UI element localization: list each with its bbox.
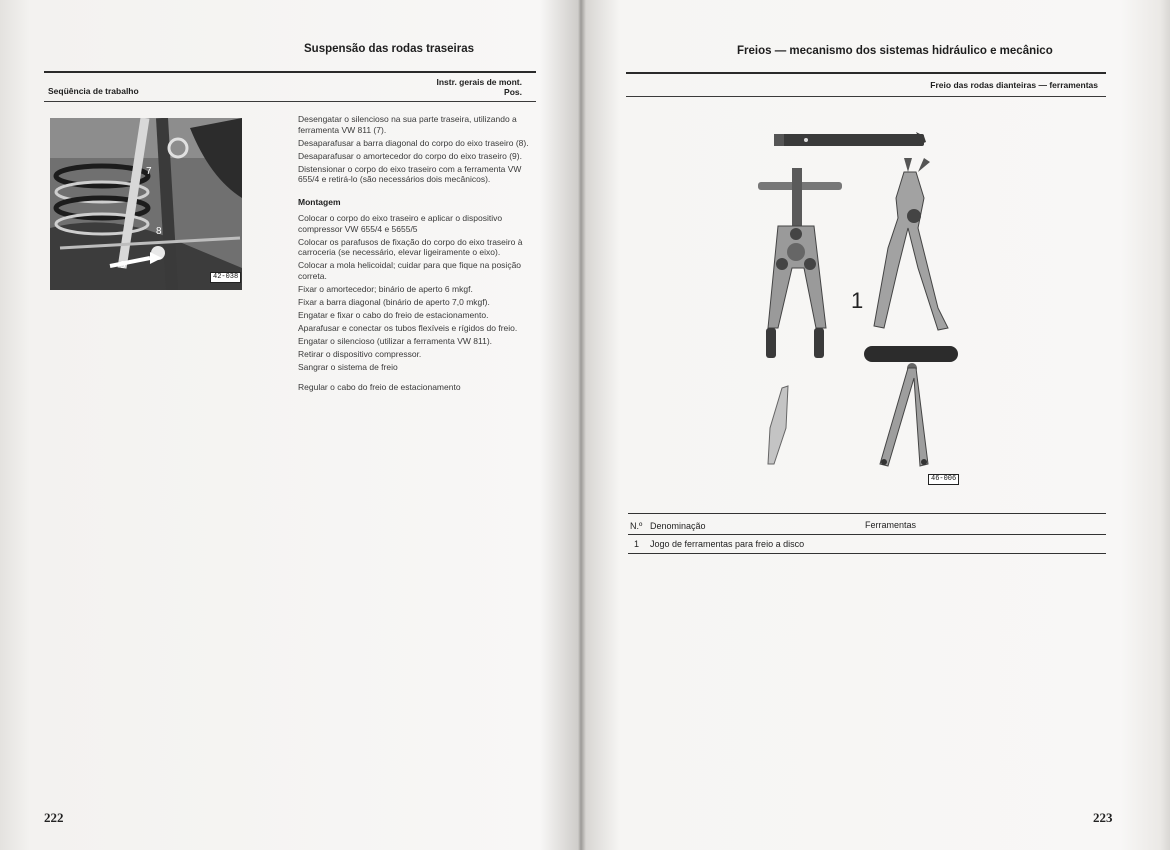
right-running-head: Freios — mecanismo dos sistemas hidráulico e mecânico [737,45,1053,57]
step-assembly-6: Engatar e fixar o cabo do freio de estacionamento. [298,309,489,320]
table-header-no: N.º [630,521,643,531]
table-row-no: 1 [634,539,640,549]
step-removal-3: Desaparafusar o amortecedor do corpo do eixo traseiro (9). [298,150,522,161]
suspension-photo-drawing [50,118,242,290]
left-header-rule [44,71,536,73]
table-header-tools: Ferramentas [865,520,917,530]
photo-label-7: 7 [146,166,152,177]
right-subheader: Freio das rodas dianteiras — ferramentas [930,80,1098,90]
step-assembly-9: Retirar o dispositivo compressor. [298,348,422,359]
step-assembly-5: Fixar a barra diagonal (binário de aperto 7,0 mkgf). [298,296,490,307]
table-top-rule [628,513,1106,514]
photo-label-8: 8 [156,226,162,237]
table-row-name: Jogo de ferramentas para freio a disco [650,539,805,549]
table-header-name: Denominação [650,521,706,531]
right-page-number: 223 [1093,810,1113,825]
col-label-pos: Pos. [504,87,522,97]
right-figure-code: 46-006 [928,474,959,485]
left-page [0,0,578,850]
step-removal-1: Desengatar o silencioso na sua parte traseira, utilizando a ferramenta VW 811 (7). [298,114,517,135]
right-header-rule [626,72,1106,74]
step-assembly-10: Sangrar o sistema de freio [298,361,398,372]
step-assembly-2: Colocar os parafusos de fixação do corpo do eixo traseiro à carroceria (se necessário, elevar ligeiramente o eixo). [298,236,523,257]
step-removal-4: Distensionar o corpo do eixo traseiro com a ferramenta VW 655/4 e retirá-lo (são necessários dois mecânicos). [298,163,522,184]
step-assembly-3: Colocar a mola helicoidal; cuidar para que fique na posição correta. [298,260,522,281]
table-header-rule [628,534,1106,535]
tool-figure-label: 1 [851,288,864,313]
step-removal-2: Desaparafusar a barra diagonal do corpo do eixo traseiro (8). [298,137,529,148]
right-subheader-rule [626,96,1106,97]
step-assembly-8: Engatar o silencioso (utilizar a ferramenta VW 811). [298,335,493,346]
table-bottom-rule [628,553,1106,554]
left-column-rule [44,101,536,102]
left-page-number: 222 [44,810,64,825]
left-running-head: Suspensão das rodas traseiras [304,43,475,55]
step-final: Regular o cabo do freio de estacionamento [298,382,461,392]
left-figure-code: 42-038 [210,272,241,283]
step-assembly-1: Colocar o corpo do eixo traseiro e aplicar o dispositivo compressor VW 655/4 e 5655/5 [298,213,503,234]
step-assembly-4: Fixar o amortecedor; binário de aperto 6 mkgf. [298,283,473,294]
step-assembly-7: Aparafusar e conectar os tubos flexíveis e rígidos do freio. [298,322,518,333]
assembly-heading: Montagem [298,196,341,207]
col-label-instructions: Instr. gerais de mont. [436,77,522,87]
col-label-sequence: Seqüência de trabalho [48,86,139,96]
work-sequence [298,114,538,395]
photo-label-9: 9 [120,260,126,271]
suspension-photo [50,118,242,290]
